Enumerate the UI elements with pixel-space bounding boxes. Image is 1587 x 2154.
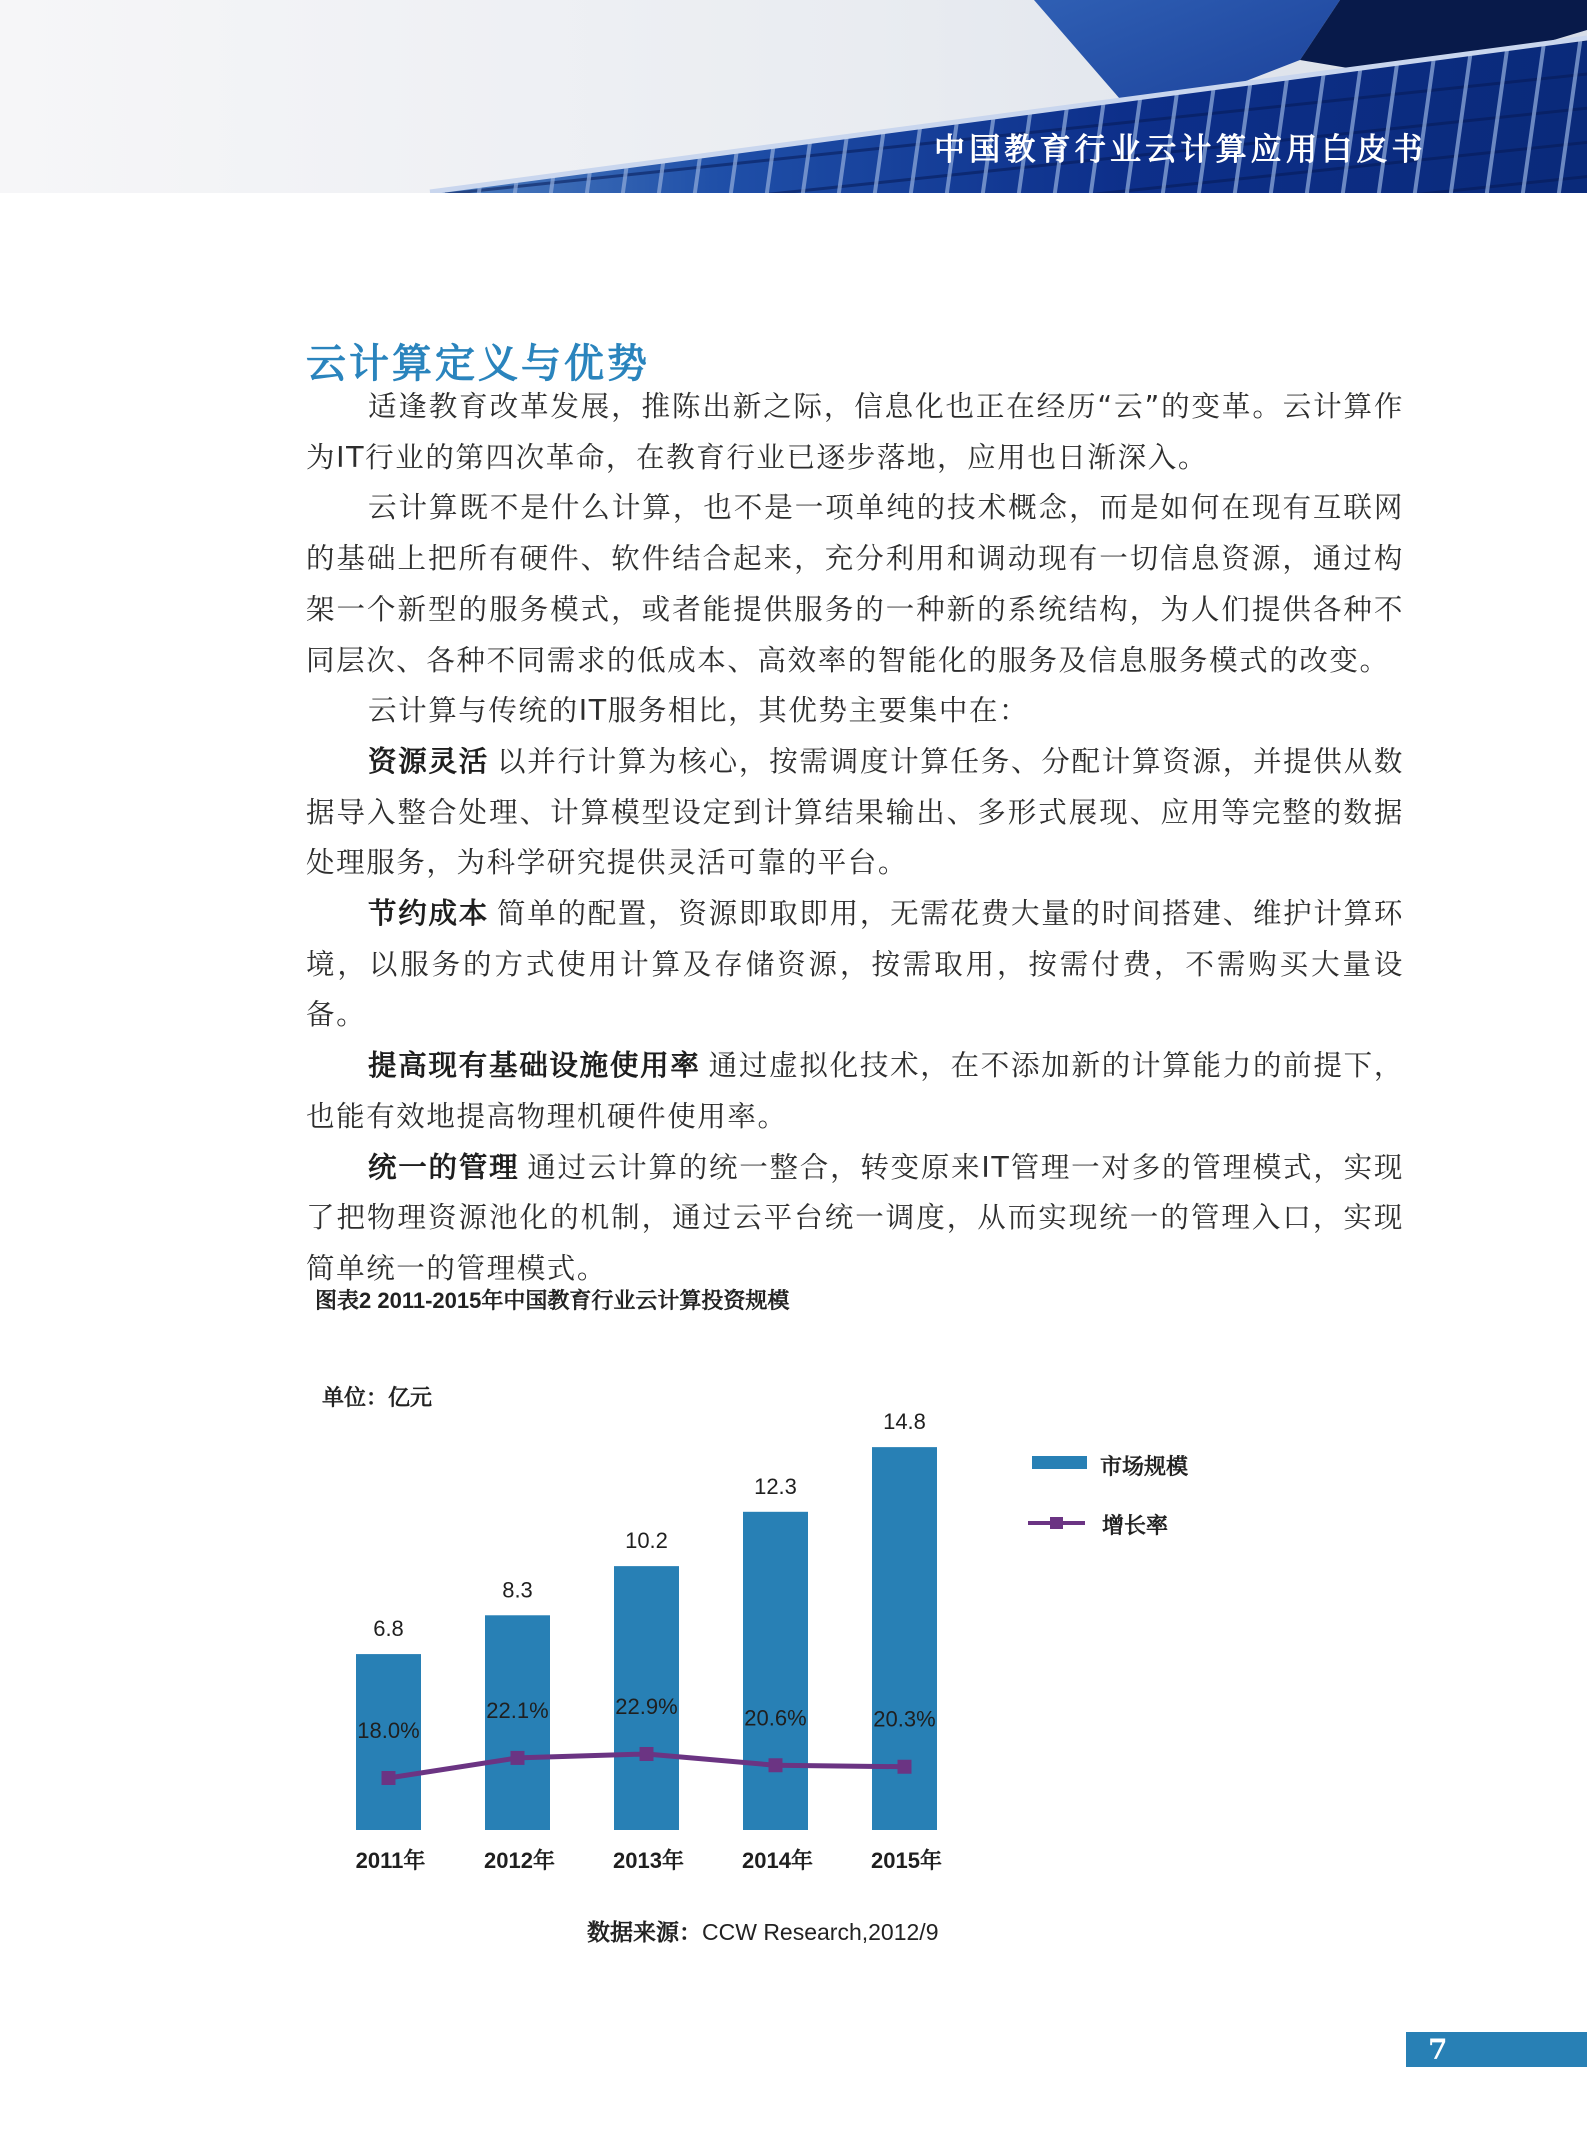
chart-source [587,1914,939,1947]
line-marker [382,1771,396,1785]
document-title: 中国教育行业云计算应用白皮书 [934,132,1427,168]
growth-rate-label: 20.6% [744,1705,807,1731]
growth-rate-label: 22.1% [486,1697,549,1723]
growth-rate-label: 22.9% [615,1693,678,1719]
page-number-tab [1406,2032,1587,2067]
advantage-heading: 节约成本 [368,897,489,931]
legend-bar-swatch [1032,1456,1087,1469]
bar-value-label: 10.2 [625,1528,668,1554]
section-title: 云计算定义与优势 [306,341,650,387]
advantage-heading: 统一的管理 [368,1150,520,1184]
legend-label-market-size: 市场规模 [1100,1454,1189,1479]
paragraph-text: 云计算与传统的IT服务相比，其优势主要集中在： [368,694,1030,728]
growth-rate-label: 18.0% [357,1718,420,1743]
bar [743,1512,808,1830]
legend-label-growth-rate: 增长率 [1102,1513,1169,1538]
x-axis-label: 2012年 [484,1848,555,1873]
source-text: CCW Research,2012/9 [702,1919,939,1945]
bar-value-label: 6.8 [373,1616,404,1642]
x-axis-label: 2015年 [871,1848,942,1873]
paragraph-text: 以并行计算为核心，按需调度计算任务、分配计算资源，并提供从数据导入整合处理、计算模型设定到计算结果输出、多形式展现、应用等完整的数据处理服务，为科学研究提供灵活可靠的平台。 [306,744,1404,880]
chart-caption: 图表2 2011-2015年中国教育行业云计算投资规模 [315,1288,790,1313]
paragraph-text: 通过云计算的统一整合，转变原来IT管理一对多的管理模式，实现了把物理资源池化的机制，通过云平台统一调度，从而实现统一的管理入口，实现简单统一的管理模式。 [306,1150,1404,1285]
advantage-heading: 提高现有基础设施使用率 [368,1049,701,1083]
page-number: 7 [1428,2033,1448,2066]
x-axis-label: 2013年 [613,1848,684,1873]
x-axis-label: 2011年 [355,1848,426,1873]
line-marker [511,1751,525,1765]
line-marker [898,1760,912,1774]
paragraph-text: 云计算既不是什么计算，也不是一项单纯的技术概念，而是如何在现有互联网的基础上把所有硬件、软件结合起来，充分利用和调动现有一切信息资源，通过构架一个新型的服务模式，或者能提供服务的一种新的系统结构，为人们提供各种不同层次、各种不同需求的低成本、高效率的智能化的服务及信息服务模式的改变。 [306,491,1404,677]
bar-value-label: 12.3 [754,1473,797,1499]
source-label: 数据来源： [587,1919,702,1945]
paragraph-text: 简单的配置，资源即取即用，无需花费大量的时间搭建、维护计算环境，以服务的方式使用计算及存储资源，按需取用，按需付费，不需购买大量设备。 [306,897,1404,1032]
chart-unit-label: 单位：亿元 [322,1385,433,1410]
growth-rate-label: 20.3% [873,1706,936,1732]
line-marker [769,1758,783,1772]
paragraph-text: 适逢教育改革发展，推陈出新之际，信息化也正在经历“云”的变革。云计算作为IT行业的第四次革命，在教育行业已逐步落地，应用也日渐深入。 [306,390,1404,474]
legend-line-marker [1050,1517,1063,1529]
bar-value-label: 14.8 [883,1409,926,1435]
line-marker [640,1747,654,1761]
bar-series [356,1409,942,1873]
paragraph-text: 通过虚拟化技术，在不添加新的计算能力的前提下，也能有效地提高物理机硬件使用率。 [306,1049,1404,1133]
x-axis-label: 2014年 [742,1848,813,1873]
bar-value-label: 8.3 [502,1577,533,1603]
advantage-heading: 资源灵活 [368,744,489,778]
